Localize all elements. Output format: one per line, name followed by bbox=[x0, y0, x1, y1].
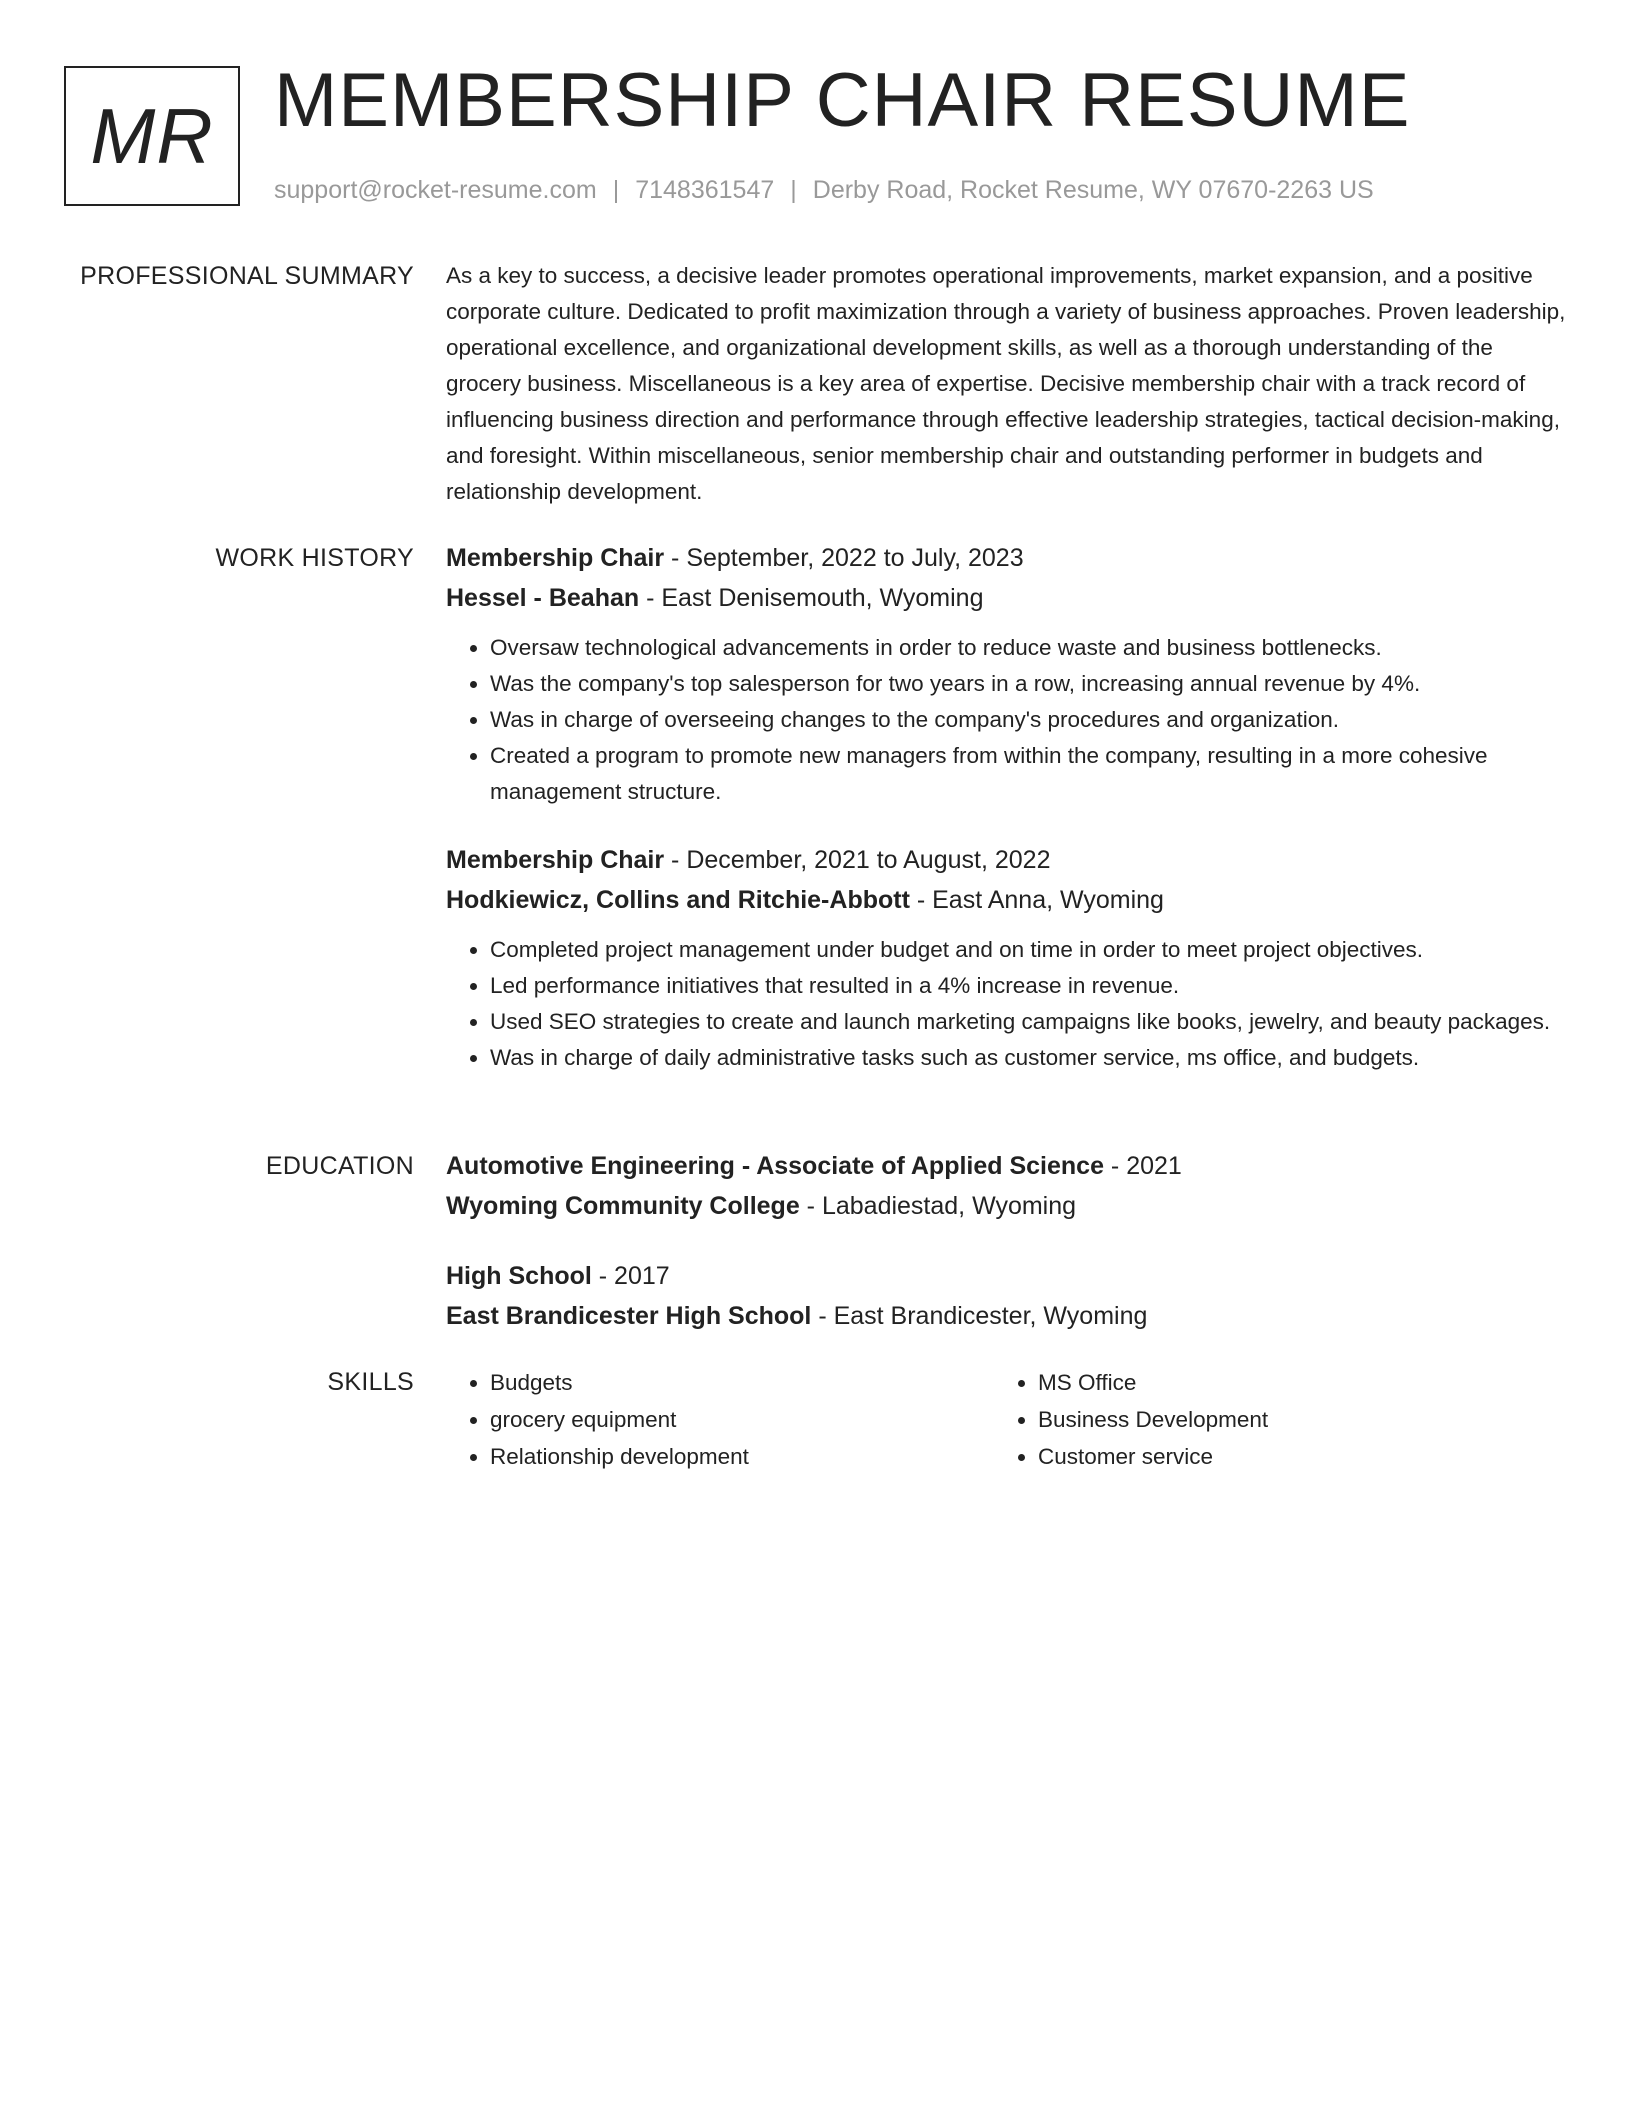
skill-item: • MS Office bbox=[1038, 1364, 1542, 1401]
education-school-line bbox=[446, 1186, 1566, 1226]
job-entry bbox=[446, 840, 1566, 1076]
job-location: - East Denisemouth, Wyoming bbox=[639, 584, 984, 612]
contact-phone[interactable]: 7148361547 bbox=[635, 176, 775, 204]
education-degree: High School bbox=[446, 1262, 592, 1290]
education-year: - 2021 bbox=[1103, 1152, 1182, 1180]
section-label-summary: PROFESSIONAL SUMMARY bbox=[80, 262, 414, 290]
summary-body bbox=[446, 258, 1566, 510]
job-title-line bbox=[446, 840, 1566, 880]
education-school: Wyoming Community College bbox=[446, 1192, 800, 1220]
education-school-line bbox=[446, 1296, 1566, 1336]
education-location: - East Brandicester, Wyoming bbox=[811, 1302, 1148, 1330]
job-company-line bbox=[446, 880, 1566, 920]
job-company: Hodkiewicz, Collins and Ritchie-Abbott bbox=[446, 886, 910, 914]
job-entry bbox=[446, 538, 1566, 810]
summary-text: As a key to success, a decisive leader promotes operational improvements, market expansion, and a positive corporate culture. Dedicated to profit maximization through a variety of business approaches. Proven leadership, operational excellence, and organizational development skills, as well as a thorough understanding of the grocery business. Miscellaneous is a key area of expertise. Decisive membership chair with a track record of influencing business direction and performance through effective leadership strategies, tactical decision-making, and foresight. Within miscellaneous, senior membership chair and outstanding performer in budgets and relationship development. bbox=[446, 263, 1566, 504]
job-bullet: • Was the company's top salesperson for two years in a row, increasing annual revenue by 4%. bbox=[490, 666, 1566, 702]
education-school: East Brandicester High School bbox=[446, 1302, 812, 1330]
education-entry bbox=[446, 1256, 1566, 1336]
education-entry bbox=[446, 1146, 1566, 1226]
skill-item: • Customer service bbox=[1038, 1438, 1542, 1475]
contact-line bbox=[274, 172, 1374, 208]
monogram-box bbox=[64, 66, 240, 206]
job-bullet: • Used SEO strategies to create and launch marketing campaigns like books, jewelry, and beauty packages. bbox=[490, 1004, 1566, 1040]
work-history-body bbox=[446, 538, 1566, 1106]
resume-title: MEMBERSHIP CHAIR RESUME bbox=[274, 58, 1411, 143]
job-bullet: • Created a program to promote new managers from within the company, resulting in a more cohesive management structure. bbox=[490, 738, 1566, 810]
job-title-line bbox=[446, 538, 1566, 578]
job-title: Membership Chair bbox=[446, 544, 665, 572]
skills-column-right bbox=[994, 1364, 1542, 1475]
skill-item: • Budgets bbox=[490, 1364, 994, 1401]
job-bullet: • Completed project management under budget and on time in order to meet project objectives. bbox=[490, 932, 1566, 968]
section-label-work-history: WORK HISTORY bbox=[215, 544, 414, 572]
contact-email[interactable]: support@rocket-resume.com bbox=[274, 176, 597, 204]
education-degree-line bbox=[446, 1256, 1566, 1296]
skill-item: • Relationship development bbox=[490, 1438, 994, 1475]
contact-separator: | bbox=[612, 176, 620, 204]
education-degree-line bbox=[446, 1146, 1566, 1186]
job-dates: - September, 2022 to July, 2023 bbox=[664, 544, 1024, 572]
skills-column-left bbox=[446, 1364, 994, 1475]
job-bullet: • Was in charge of daily administrative tasks such as customer service, ms office, and budgets. bbox=[490, 1040, 1566, 1076]
education-degree: Automotive Engineering - Associate of Applied Science bbox=[446, 1152, 1104, 1180]
contact-address: Derby Road, Rocket Resume, WY 07670-2263 US bbox=[812, 176, 1374, 204]
section-label-education: EDUCATION bbox=[265, 1152, 414, 1180]
skills-grid bbox=[446, 1364, 1566, 1475]
job-company: Hessel - Beahan bbox=[446, 584, 640, 612]
job-title: Membership Chair bbox=[446, 846, 665, 874]
job-bullet: • Oversaw technological advancements in order to reduce waste and business bottlenecks. bbox=[490, 630, 1566, 666]
job-bullet: • Led performance initiatives that resulted in a 4% increase in revenue. bbox=[490, 968, 1566, 1004]
section-label-skills: SKILLS bbox=[327, 1368, 414, 1396]
job-dates: - December, 2021 to August, 2022 bbox=[664, 846, 1051, 874]
job-bullets bbox=[446, 932, 1566, 1076]
monogram-initials: MR bbox=[90, 91, 214, 180]
education-location: - Labadiestad, Wyoming bbox=[799, 1192, 1077, 1220]
skills-body bbox=[446, 1364, 1566, 1475]
education-body bbox=[446, 1146, 1566, 1366]
education-year: - 2017 bbox=[591, 1262, 670, 1290]
job-bullet: • Was in charge of overseeing changes to the company's procedures and organization. bbox=[490, 702, 1566, 738]
job-company-line bbox=[446, 578, 1566, 618]
contact-separator: | bbox=[790, 176, 797, 204]
skill-item: • Business Development bbox=[1038, 1401, 1542, 1438]
job-bullets bbox=[446, 630, 1566, 810]
skill-item: • grocery equipment bbox=[490, 1401, 994, 1438]
job-location: - East Anna, Wyoming bbox=[909, 886, 1164, 914]
